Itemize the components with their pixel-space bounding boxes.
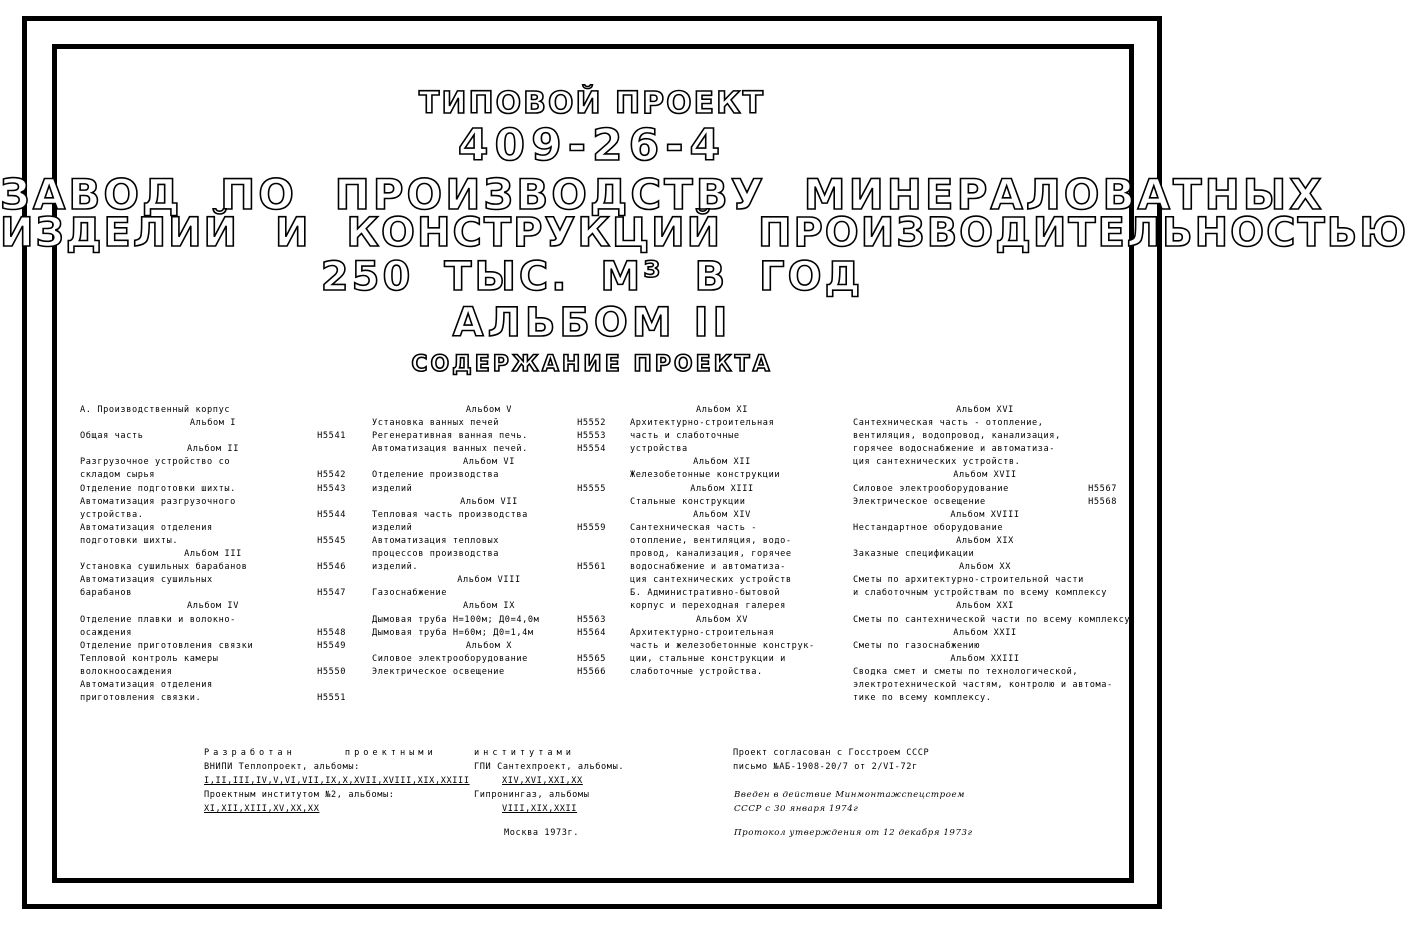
row-text: Заказные спецификации (853, 549, 975, 560)
row-code (1113, 679, 1119, 692)
row-code (1111, 666, 1117, 679)
row-code (1111, 456, 1117, 469)
row-text: осаждения (80, 627, 132, 638)
row-text: часть и железобетонные конструк- (630, 640, 815, 651)
row-code (340, 496, 346, 509)
album-heading-label: Альбом VIII (457, 575, 521, 586)
row-text: Установка ванных печей (372, 418, 500, 429)
title-line-2: ИЗДЕЛИЙ И КОНСТРУКЦИЙ ПРОИЗВОДИТЕЛЬНОСТЬЮ (0, 210, 1408, 256)
introduction-block (734, 788, 973, 840)
giproniigaz-line: Гипронингаз, альбомы (474, 790, 590, 800)
row-text: Автоматизация сушильных (80, 575, 213, 586)
contents-column-3 (630, 404, 814, 679)
album-heading (853, 404, 1117, 417)
row-text: и слаботочным устройствам по всему комплексу (853, 588, 1108, 599)
row-code (600, 548, 606, 561)
album-heading (372, 600, 606, 613)
row-code: Н5542 (317, 470, 346, 481)
album-heading-label: Альбом XIV (693, 509, 751, 520)
contents-row (80, 522, 346, 535)
album-heading-label: Альбом XIII (690, 483, 754, 494)
pi2-albums: XI,XII,XIII,XV,XX,XX (204, 804, 320, 814)
row-text: Сметы по архитектурно-строительной части (853, 575, 1084, 586)
album-heading-label: Альбом III (184, 549, 242, 560)
row-code (340, 456, 346, 469)
row-code (340, 653, 346, 666)
contents-row (372, 653, 606, 666)
row-text: Газоснабжение (372, 588, 448, 599)
row-text: Разгрузочное устройство со (80, 457, 231, 468)
contents-row (853, 614, 1131, 627)
row-text: Автоматизация тепловых (372, 535, 500, 546)
album-heading (853, 627, 1117, 640)
contents-row (372, 561, 606, 574)
row-code (808, 522, 814, 535)
title-number: 409-26-4 (457, 120, 727, 171)
row-code (1111, 443, 1117, 456)
row-text: Сводка смет и сметы по технологической, (853, 666, 1079, 677)
contents-row (80, 574, 346, 587)
intro-line-2: СССР с 30 января 1974г (734, 804, 859, 814)
row-code (808, 417, 814, 430)
album-heading-label: Альбом XI (696, 405, 748, 415)
row-text: Установка сушильных барабанов (80, 562, 248, 573)
title-album: АЛЬБОМ II (452, 300, 732, 346)
row-text: корпус и переходная галерея (630, 601, 786, 612)
row-code (808, 627, 814, 640)
row-text: Тепловая часть производства (372, 509, 528, 520)
row-text: Дымовая труба Н=60м; Д0=1,4м (372, 627, 534, 638)
row-text: Электрическое освещение (372, 666, 505, 677)
album-heading (80, 600, 346, 613)
row-text: водоснабжение и автоматиза- (630, 562, 786, 573)
contents-row (630, 535, 814, 548)
contents-row (372, 627, 606, 640)
contents-row (853, 640, 1117, 653)
row-code (808, 666, 814, 679)
contents-row (80, 469, 346, 482)
row-code (600, 509, 606, 522)
row-text: Сантехническая часть - (630, 522, 758, 533)
row-text: Сметы по сантехнической части по всему комплексу (853, 614, 1131, 625)
row-text: Общая часть (80, 431, 144, 442)
row-code (1130, 614, 1136, 627)
row-text: Автоматизация отделения (80, 679, 213, 690)
row-text: Тепловой контроль камеры (80, 653, 219, 664)
row-code: Н5548 (317, 627, 346, 638)
row-code: Н5544 (317, 509, 346, 520)
contents-row (80, 535, 346, 548)
contents-row (630, 561, 814, 574)
row-text: Автоматизация разгрузочного (80, 496, 236, 507)
row-code (340, 522, 346, 535)
row-text: Нестандартное оборудование (853, 522, 1004, 533)
row-code (808, 574, 814, 587)
row-text: Силовое электрооборудование (372, 653, 528, 664)
row-code (340, 574, 346, 587)
row-code (808, 430, 814, 443)
row-code: Н5553 (577, 431, 606, 442)
row-text: Отделение подготовки шихты. (80, 483, 236, 494)
gpi-albums: XIV,XVI,XXI,XX (502, 776, 583, 786)
album-heading (80, 548, 346, 561)
contents-column-4 (853, 404, 1131, 705)
contents-row (630, 653, 814, 666)
contents-row (372, 587, 606, 600)
row-code: Н5561 (577, 562, 606, 573)
row-text: А. Производственный корпус (80, 405, 231, 415)
contents-row (853, 692, 1117, 705)
album-heading-label: Альбом IV (187, 601, 239, 612)
contents-row (853, 417, 1117, 430)
row-text: волокноосаждения (80, 666, 173, 677)
contents-heading: СОДЕРЖАНИЕ ПРОЕКТА (411, 352, 773, 377)
album-heading-label: Альбом X (465, 640, 513, 651)
row-code: Н5563 (577, 614, 606, 625)
row-code (808, 496, 814, 509)
row-code (808, 561, 814, 574)
contents-row (80, 692, 346, 705)
row-code (600, 469, 606, 482)
album-heading (372, 404, 606, 417)
album-heading (853, 600, 1117, 613)
row-text: Автоматизация отделения (80, 522, 213, 533)
contents-row (80, 614, 346, 627)
contents-row (372, 535, 606, 548)
gpi-line: ГПИ Сантехпроект, альбомы. (474, 762, 625, 772)
album-heading-label: Альбом VI (463, 457, 515, 468)
row-code: Н5545 (317, 535, 346, 546)
row-code (1111, 417, 1117, 430)
contents-row (372, 666, 606, 679)
title-line-3: 250 ТЫС. М³ В ГОД (320, 254, 864, 300)
album-heading-label: Альбом V (465, 405, 513, 415)
row-text: изделий. (372, 562, 419, 573)
album-heading-label: Альбом VII (460, 496, 518, 507)
contents-row (372, 430, 606, 443)
title-type: ТИПОВОЙ ПРОЕКТ (418, 86, 766, 121)
row-code: Н5551 (317, 693, 346, 704)
vnipi-line: ВНИПИ Теплопроект, альбомы: (204, 762, 360, 772)
row-code (808, 469, 814, 482)
contents-row (80, 587, 346, 600)
album-heading (630, 614, 814, 627)
contents-row (853, 548, 1117, 561)
contents-row (80, 483, 346, 496)
row-code (1111, 587, 1117, 600)
contents-row (630, 496, 814, 509)
row-code: Н5549 (317, 640, 346, 651)
contents-row (853, 574, 1117, 587)
contents-row (853, 496, 1117, 509)
album-heading (630, 509, 814, 522)
album-heading-label: Альбом XVIII (950, 509, 1020, 520)
row-text: Стальные конструкции (630, 496, 746, 507)
album-heading-label: Альбом XXII (953, 627, 1017, 638)
row-code (340, 614, 346, 627)
contents-row (80, 679, 346, 692)
contents-row (372, 509, 606, 522)
row-text: устройства (630, 444, 688, 455)
row-text: электротехнической частям, контролю и автома- (853, 679, 1113, 690)
title-line-1: ЗАВОД ПО ПРОИЗВОДСТВУ МИНЕРАЛОВАТНЫХ (0, 170, 1325, 219)
album-heading-label: Альбом XV (696, 614, 748, 625)
row-code (600, 535, 606, 548)
contents-row (853, 587, 1117, 600)
contents-row (80, 509, 346, 522)
album-heading-label: Альбом XIX (956, 535, 1014, 546)
contents-row (630, 574, 814, 587)
row-code: Н5566 (577, 666, 606, 677)
row-code (340, 679, 346, 692)
row-code (808, 653, 814, 666)
contents-row (630, 627, 814, 640)
album-heading (372, 496, 606, 509)
row-code: Н5554 (577, 444, 606, 455)
contents-row (372, 483, 606, 496)
row-code: Н5543 (317, 483, 346, 494)
row-text: провод, канализация, горячее (630, 549, 792, 560)
row-code: Н5567 (1088, 483, 1117, 494)
row-text: ция сантехнических устройств (630, 575, 792, 586)
contents-row (853, 456, 1117, 469)
row-text: Железобетонные конструкции (630, 470, 781, 481)
row-text: слаботочные устройства. (630, 666, 763, 677)
row-code (1111, 692, 1117, 705)
row-code: Н5564 (577, 627, 606, 638)
album-heading-label: Альбом IX (463, 601, 515, 612)
pi2-line: Проектным институтом №2, альбомы: (204, 790, 395, 800)
developer-line: Разработан проектными (204, 748, 437, 758)
contents-row (630, 600, 814, 613)
row-code: Н5559 (577, 522, 606, 533)
intro-line-1: Введен в действие Минмонтажспецстроем (734, 790, 965, 800)
row-code (808, 548, 814, 561)
contents-row (853, 522, 1117, 535)
album-heading (853, 535, 1117, 548)
row-text: Архитектурно-строительная (630, 627, 775, 638)
row-text: Отделение производства (372, 470, 500, 481)
album-heading-label: Альбом XII (693, 457, 751, 468)
contents-row (372, 548, 606, 561)
album-heading (80, 443, 346, 456)
contents-row (853, 679, 1117, 692)
row-text: часть и слаботочные (630, 431, 740, 442)
contents-row (372, 443, 606, 456)
row-code: Н5547 (317, 588, 346, 599)
contents-row (630, 548, 814, 561)
album-heading (853, 653, 1117, 666)
contents-row (630, 430, 814, 443)
contents-column-1 (80, 404, 346, 705)
album-heading (372, 456, 606, 469)
album-heading-label: Альбом XVI (956, 405, 1014, 415)
row-text: изделий (372, 483, 413, 494)
row-text: Автоматизация ванных печей. (372, 444, 528, 455)
row-text: изделий (372, 522, 413, 533)
album-heading-label: Альбом XX (959, 562, 1011, 573)
row-code (808, 443, 814, 456)
row-text: вентиляция, водопровод, канализация, (853, 431, 1061, 442)
row-code: Н5541 (317, 431, 346, 442)
album-heading (372, 640, 606, 653)
row-text: барабанов (80, 588, 132, 599)
row-text: ция сантехнических устройств. (853, 457, 1021, 468)
contents-row (372, 522, 606, 535)
row-text: устройства. (80, 509, 144, 520)
contents-row (853, 430, 1117, 443)
contents-row (630, 666, 814, 679)
album-heading (372, 574, 606, 587)
row-text: приготовления связки. (80, 693, 202, 704)
row-text: Отделение плавки и волокно- (80, 614, 236, 625)
album-heading (630, 483, 814, 496)
row-text: складом сырья (80, 470, 156, 481)
contents-row (630, 587, 814, 600)
contents-row (630, 417, 814, 430)
row-code (815, 640, 821, 653)
contents-row (80, 640, 346, 653)
contents-row (80, 496, 346, 509)
row-text: Архитектурно-строительная (630, 418, 775, 429)
row-text: Б. Административно-бытовой (630, 588, 781, 599)
album-heading (80, 417, 346, 430)
album-heading (853, 561, 1117, 574)
contents-row (372, 614, 606, 627)
album-heading (630, 404, 814, 417)
row-code (808, 535, 814, 548)
album-heading-label: Альбом XXIII (950, 653, 1020, 664)
contents-column-2 (372, 404, 606, 679)
row-code (1111, 640, 1117, 653)
row-text: Регенеративная ванная печь. (372, 431, 528, 442)
row-code (600, 587, 606, 600)
approval-block (733, 746, 929, 774)
row-text: Силовое электрооборудование (853, 483, 1009, 494)
city-year: Москва 1973г. (504, 828, 580, 838)
row-text: Дымовая труба Н=100м; Д0=4,0м (372, 614, 540, 625)
row-text: процессов производства (372, 549, 500, 560)
contents-row (372, 417, 606, 430)
contents-row (853, 666, 1117, 679)
contents-row (630, 443, 814, 456)
album-heading-label: Альбом II (187, 444, 239, 455)
contents-row (853, 483, 1117, 496)
contents-row (372, 469, 606, 482)
contents-row (80, 404, 346, 417)
album-heading (630, 456, 814, 469)
protocol-line: Протокол утверждения от 12 декабря 1973г (734, 828, 973, 838)
developer-block (204, 746, 470, 816)
row-code (1111, 430, 1117, 443)
contents-row (630, 522, 814, 535)
row-code: Н5565 (577, 653, 606, 664)
album-heading (853, 509, 1117, 522)
vnipi-albums: I,II,III,IV,V,VI,VII,IX,X,XVII,XVIII,XIX,XXIII (204, 776, 470, 786)
contents-row (630, 640, 814, 653)
contents-row (80, 456, 346, 469)
row-code (808, 600, 814, 613)
row-code: Н5568 (1088, 496, 1117, 507)
contents-row (853, 443, 1117, 456)
row-text: тике по всему комплексу. (853, 693, 992, 704)
album-heading-label: Альбом I (189, 418, 237, 429)
agreed-line-2: письмо №АБ-1908-20/7 от 2/VI-72г (733, 762, 918, 772)
row-code (1111, 574, 1117, 587)
agreed-line-1: Проект согласован с Госстроем СССР (733, 748, 930, 758)
row-text: Сантехническая часть - отопление, (853, 418, 1044, 429)
row-text: ции, стальные конструкции и (630, 653, 786, 664)
row-text: отопление, вентиляция, водо- (630, 535, 792, 546)
contents-row (80, 430, 346, 443)
row-code: Н5546 (317, 562, 346, 573)
row-code (808, 587, 814, 600)
contents-row (630, 469, 814, 482)
contents-row (80, 653, 346, 666)
contents-row (80, 627, 346, 640)
institutes-block (474, 746, 624, 816)
giproniigaz-albums: VIII,XIX,XXII (502, 804, 578, 814)
row-text: горячее водоснабжение и автоматиза- (853, 444, 1056, 455)
album-heading-label: Альбом XXI (956, 601, 1014, 612)
institutes-word: институтами (474, 748, 575, 758)
row-code: Н5550 (317, 666, 346, 677)
row-code (1111, 522, 1117, 535)
row-code: Н5552 (577, 418, 606, 429)
contents-row (80, 666, 346, 679)
row-code (340, 404, 346, 417)
row-text: Электрическое освещение (853, 496, 986, 507)
row-code (1111, 548, 1117, 561)
album-heading-label: Альбом XVII (953, 470, 1017, 481)
album-heading (853, 469, 1117, 482)
contents-row (80, 561, 346, 574)
row-text: подготовки шихты. (80, 535, 179, 546)
row-text: Сметы по газоснабжению (853, 640, 981, 651)
row-text: Отделение приготовления связки (80, 640, 254, 651)
row-code: Н5555 (577, 483, 606, 494)
